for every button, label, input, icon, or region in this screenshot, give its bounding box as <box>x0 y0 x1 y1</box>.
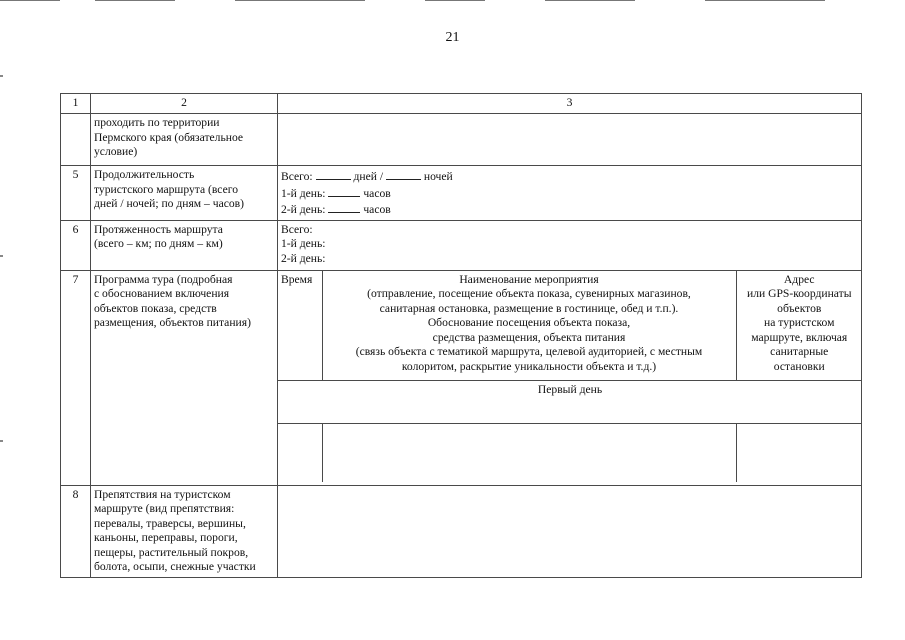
row-value-empty <box>278 485 862 577</box>
duration-values <box>278 166 862 221</box>
row-number: 7 <box>61 270 91 485</box>
program-cell <box>278 270 862 485</box>
row-label: Протяженность маршрута (всего – км; по дням – км) <box>91 220 278 270</box>
row-label: Продолжительность туристского маршрута (всего дней / ночей; по дням – часов) <box>91 166 278 221</box>
header-col-1: 1 <box>61 94 91 114</box>
program-first-day-row <box>278 381 862 424</box>
row-number: 6 <box>61 220 91 270</box>
program-table <box>278 271 862 482</box>
scan-edge-top <box>0 0 905 2</box>
duration-total: Всего: дней / ночей <box>281 170 453 183</box>
document-table <box>60 93 862 578</box>
page-number: 21 <box>445 30 460 45</box>
blank-day2-hours[interactable] <box>328 201 360 213</box>
row-number: 5 <box>61 166 91 221</box>
table-header-row <box>61 94 862 114</box>
scan-mark <box>0 440 3 442</box>
length-values: Всего: 1-й день: 2-й день: <box>278 220 862 270</box>
header-col-2: 2 <box>91 94 278 114</box>
row-label: Программа тура (подробная с обоснованием включения объектов показа, средств размещения, объектов питания) <box>91 270 278 485</box>
table-row-duration <box>61 166 862 221</box>
row-number-empty <box>61 114 91 166</box>
duration-day-1: 1-й день: часов <box>281 186 391 200</box>
program-empty-time <box>278 424 322 482</box>
program-header-row <box>278 271 862 381</box>
header-col-3: 3 <box>278 94 862 114</box>
blank-day1-hours[interactable] <box>328 185 360 197</box>
row-number: 8 <box>61 485 91 577</box>
row-label: проходить по территории Пермского края (обязательное условие) <box>91 114 278 166</box>
program-col-time: Время <box>278 271 322 381</box>
program-empty-name <box>322 424 736 482</box>
table-row-continued <box>61 114 862 166</box>
table-row-program <box>61 270 862 485</box>
row-label: Препятствия на туристском маршруте (вид препятствия: перевалы, траверсы, вершины, каньоны, переправы, пороги, пещеры, растительный покров, болота, осыпи, снежные участки <box>91 485 278 577</box>
blank-days[interactable] <box>316 168 351 180</box>
program-empty-address <box>736 424 862 482</box>
scan-mark <box>0 75 3 77</box>
program-first-day: Первый день <box>278 381 862 424</box>
table-row-obstacles <box>61 485 862 577</box>
table-row-length <box>61 220 862 270</box>
program-col-name: Наименование мероприятия (отправление, посещение объекта показа, сувенирных магазинов, санитарная остановка, размещение в гостинице, обед и т.п.). Обоснование посещения объекта показа, средства размещения, объекта питания (связь объекта с тематикой маршрута, целевой аудиторией, с местным колоритом, раскрытие уникальности объекта и т.д.) <box>322 271 736 381</box>
duration-day-2: 2-й день: часов <box>281 203 391 216</box>
blank-nights[interactable] <box>386 168 421 180</box>
scan-mark <box>0 255 3 257</box>
row-value-empty <box>278 114 862 166</box>
program-empty-row <box>278 424 862 482</box>
program-col-address: Адрес или GPS-координаты объектов на туристском маршруте, включая санитарные остановки <box>736 271 862 381</box>
